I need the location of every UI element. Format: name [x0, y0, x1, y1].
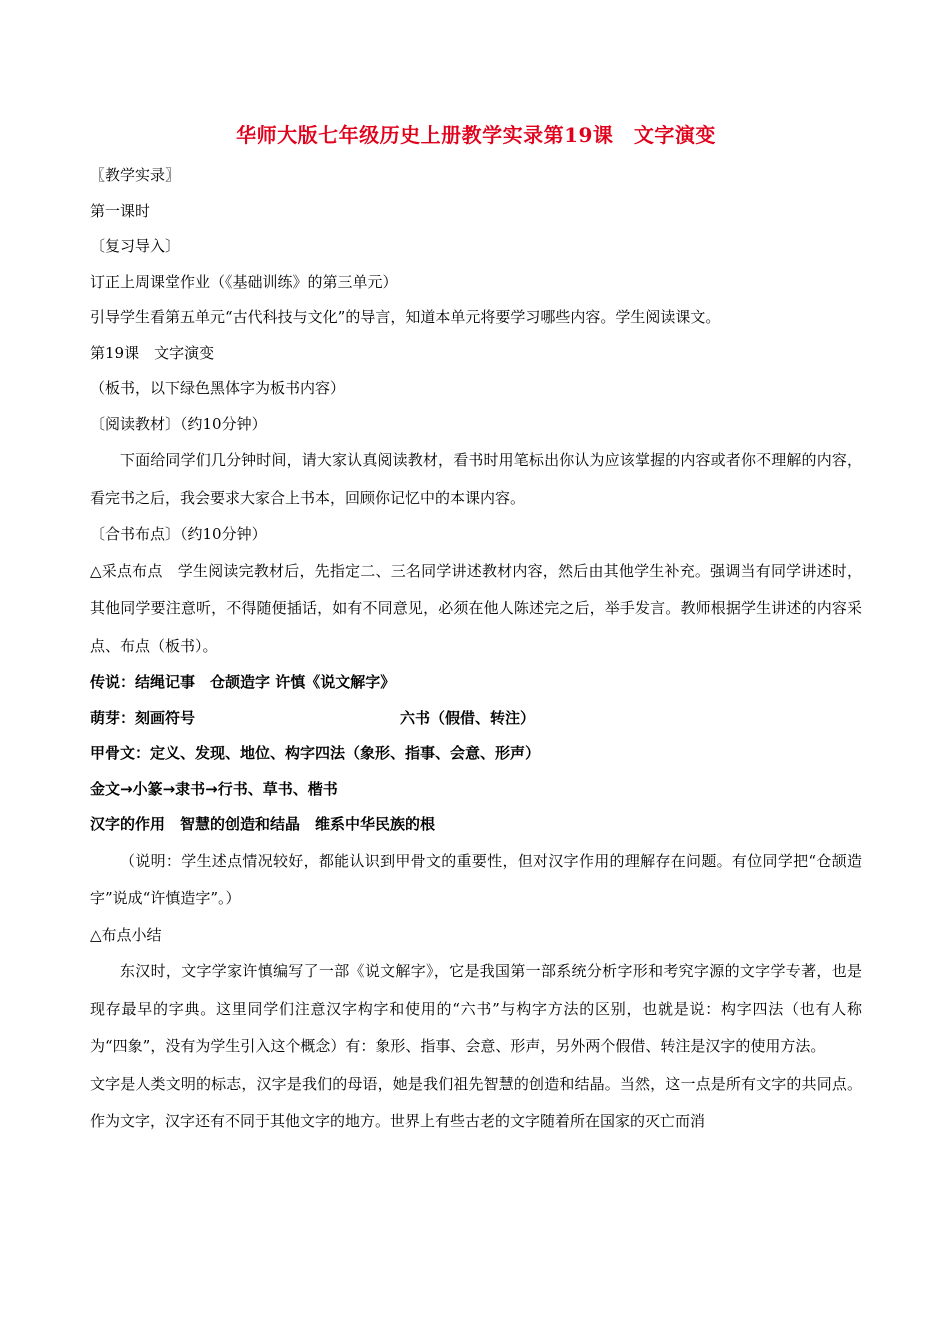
- board-function: 汉字的作用 智慧的创造和结晶 维系中华民族的根: [90, 815, 436, 833]
- document-page: [90, 118, 862, 1141]
- board-sprout: [90, 701, 862, 737]
- board-sprout-left: 萌芽：刻画符号: [90, 708, 196, 727]
- collect-paragraph: △采点布点 学生阅读完教材后，先指定二、三名同学讲述教材内容，然后由其他学生补充。强调当有同学讲述时，其他同学要注意听，不得随便插话，如有不同意见，必须在他人陈述完之后，举手发言。教师根据学生讲述的内容采点、布点（板书）。: [90, 561, 862, 655]
- explanation-paragraph: （说明：学生述点情况较好，都能认识到甲骨文的重要性，但对汉字作用的理解存在问题。有位同学把“仓颉造字”说成“许慎造字”。）: [90, 851, 862, 907]
- lesson-title: 第19课 文字演变: [90, 343, 215, 362]
- review-label: 〔复习导入〕: [90, 237, 181, 255]
- summary-paragraph: 东汉时，文字学家许慎编写了一部《说文解字》，它是我国第一部系统分析字形和考究字源的文字学专著，也是现存最早的字典。这里同学们注意汉字构字和使用的“六书”与构字方法的区别，也就是说：构字四法（也有人称为“四象”，没有为学生引入这个概念）有：象形、指事、会意、形声，另外两个假借、转注是汉字的使用方法。: [90, 962, 862, 1055]
- reading-paragraph: 下面给同学们几分钟时间，请大家认真阅读教材，看书时用笔标出你认为应该掌握的内容或者你不理解的内容，看完书之后，我会要求大家合上书本，回顾你记忆中的本课内容。: [90, 451, 862, 507]
- lesson-period: 第一课时: [90, 201, 151, 220]
- section-heading: 〖教学实录〗: [90, 166, 181, 184]
- closing-label: 〔合书布点〕（约10分钟）: [90, 525, 267, 543]
- board-evolution: 金文→小篆→隶书→行书、草书、楷书: [90, 779, 338, 798]
- guide-line: 引导学生看第五单元“古代科技与文化”的导言，知道本单元将要学习哪些内容。学生阅读课文。: [90, 308, 721, 326]
- reading-label: 〔阅读教材〕（约10分钟）: [90, 414, 267, 433]
- summary-label: △布点小结: [90, 925, 162, 944]
- document-title: 华师大版七年级历史上册教学实录第19课 文字演变: [236, 123, 716, 147]
- board-note: （板书，以下绿色黑体字为板书内容）: [90, 379, 346, 397]
- final-paragraph: 文字是人类文明的标志，汉字是我们的母语，她是我们祖先智慧的创造和结晶。当然，这一点是所有文字的共同点。作为文字，汉字还有不同于其他文字的地方。世界上有些古老的文字随着所在国家的灭亡而消: [90, 1074, 862, 1130]
- board-oracle: 甲骨文：定义、发现、地位、构字四法（象形、指事、会意、形声）: [90, 744, 541, 762]
- board-sprout-right: 六书（假借、转注）: [400, 708, 536, 727]
- correction-line: 订正上周课堂作业（《基础训练》的第三单元）: [90, 272, 398, 291]
- board-legend: 传说：结绳记事 仓颉造字 许慎《说文解字》: [90, 673, 396, 691]
